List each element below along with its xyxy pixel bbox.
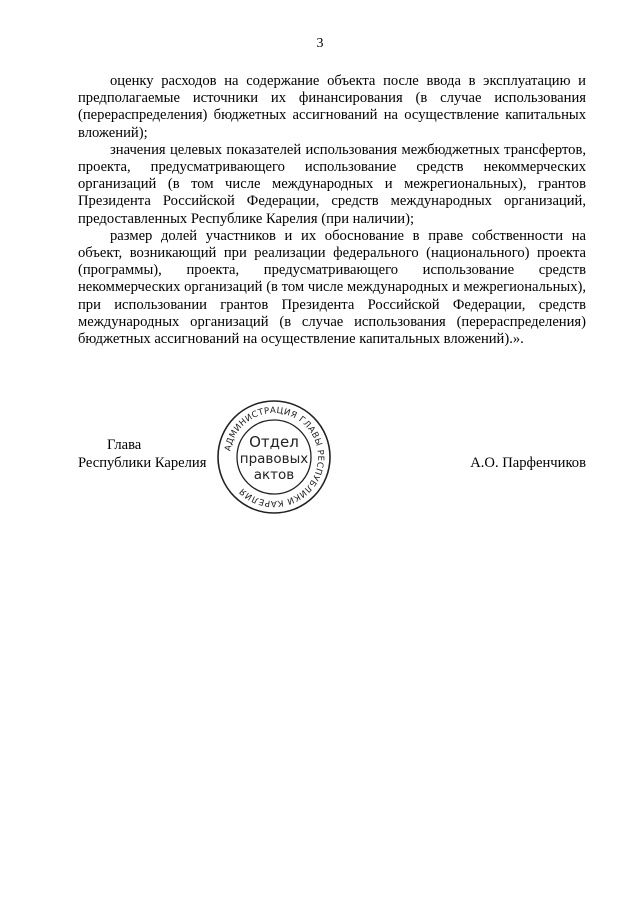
official-stamp <box>214 397 334 517</box>
signer-title-line2: Республики Карелия <box>78 455 207 471</box>
stamp-center-line3: актов <box>253 467 295 483</box>
paragraph-expense-estimate: оценку расходов на содержание объекта после ввода в эксплуатацию и предполагаемые источники их финансирования (в случае использования (перераспределения) бюджетных ассигнований на осуществление капитальных вложений); <box>78 73 586 141</box>
paragraph-ownership-shares: размер долей участников и их обоснование в праве собственности на объект, возникающий при реализации федерального (национального) проекта (программы), проекта, предусматривающего использование средств некоммерческих организаций (в том числе международных и межрегиональных), при использовании грантов Президента Российской Федерации, средств международных организаций (в случае использования (перераспределения) бюджетных ассигнований на осуществление капитальных вложений).». <box>78 227 586 348</box>
signer-name: А.О. Парфенчиков <box>470 455 586 471</box>
stamp-center-line1: Отдел <box>249 433 299 451</box>
page-number: 3 <box>316 36 324 51</box>
signer-title-line1: Глава <box>107 437 142 453</box>
signer-title <box>78 436 206 472</box>
stamp-ring-text-path: АДМИНИСТРАЦИЯ ГЛАВЫ РЕСПУБЛИКИ КАРЕЛИЯ <box>223 405 326 509</box>
paragraph-target-indicators: значения целевых показателей использования межбюджетных трансфертов, проекта, предусматривающего использование средств некоммерческих организаций (в том числе международных и межрегиональных), грантов Президента Российской Федерации, средств международных организаций, предоставленных Республике Карелия (при наличии); <box>78 141 586 227</box>
stamp-center-line2: правовых <box>239 451 309 467</box>
document-body <box>78 73 586 348</box>
